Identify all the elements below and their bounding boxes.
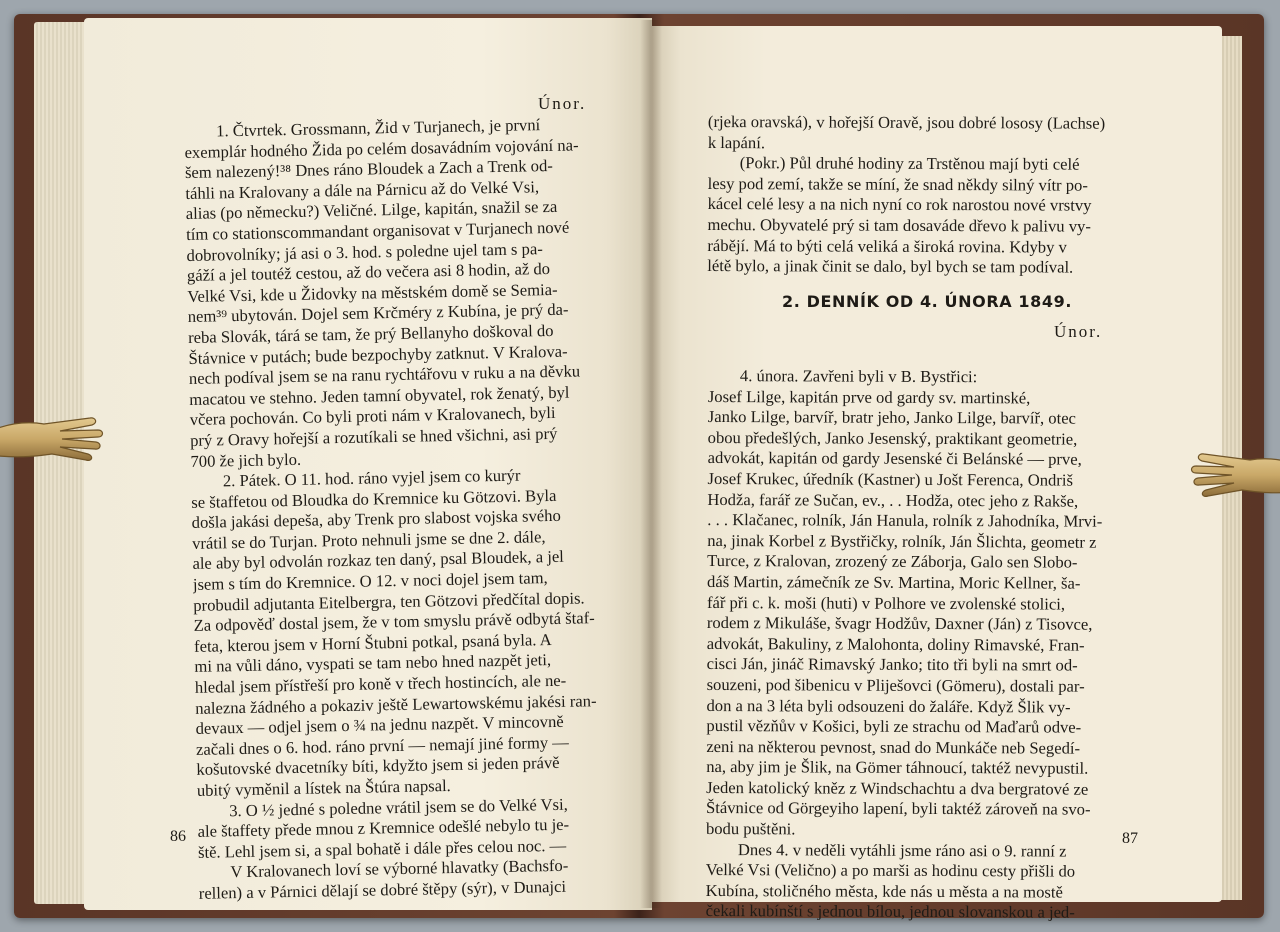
text-line: advokát, Bakuliny, z Malohonta, doliny Rimavské, Fran-	[706, 633, 1085, 655]
right-page-number: 87	[1122, 830, 1138, 847]
text-line: Štávnice od Görgeyiho lapení, byli taktéž zároveň na svo-	[706, 798, 1091, 820]
text-line: k lapání.	[707, 132, 766, 152]
left-page	[84, 18, 652, 910]
text-line: mi na vůli dáno, vyspati se tam nebo hned nazpět jeti,	[194, 650, 552, 677]
text-line: nalezna žádného a pokaziv ještě Lewartowskému jakési ran-	[195, 690, 597, 718]
text-line: rábějí. Má to býti celá veliká a široká rovina. Kdyby v	[707, 235, 1067, 257]
text-line: Jeden katolický kněz z Windschachtu a dva bergratové ze	[706, 777, 1089, 799]
text-line: na, aby jim je Šlik, na Gömer táhnoucí, taktéž nevypustil.	[706, 757, 1089, 778]
text-line: . . . Klačanec, rolník, Ján Hanula, rolník z Jahodníka, Mrvi-	[707, 510, 1103, 531]
brass-hand-right-icon	[1186, 440, 1280, 510]
text-line: Turce, z Kralovan, zrozený ze Záborja, Galo sen Slobo-	[707, 551, 1078, 572]
text-line: košutovské dvacetníky bíti, kdyžto jsem si jeden právě	[196, 753, 560, 780]
text-line: včera pochován. Co byli proti nám v Kralovanech, byli	[189, 403, 556, 430]
text-line: Josef Krukec, úředník (Kastner) u Jošt Ferenca, Ondriš	[707, 468, 1073, 490]
text-line: Velké Vsi (Velično) a po marši as hodinu cesty přišli do	[705, 860, 1076, 881]
text-line: Kubína, stoličného města, kde nás u města a na mostě	[705, 880, 1063, 902]
text-line: 2. Pátek. O 11. hod. ráno vyjel jsem co kurýr	[222, 465, 521, 491]
text-line: (rjeka oravská), v hořejší Oravě, jsou dobré lososy (Lachse)	[707, 112, 1106, 133]
text-line: jsem s tím do Kremnice. O 12. v noci dojel jsem tam,	[192, 568, 548, 594]
text-line: Josef Lilge, kapitán prve od gardy sv. martinské,	[707, 386, 1031, 408]
text-line: 700 že jich bylo.	[190, 449, 302, 471]
text-line: obou předešlých, Janko Jesenský, praktikant geometrie,	[707, 427, 1078, 449]
text-line: nech podíval jsem se na ranu rychtářovu v ruku a na děvku	[188, 361, 581, 389]
text-line: dobrovolníky; já asi o 3. hod. s poledne ujel tam s pa-	[186, 238, 543, 265]
text-line: začali dnes o 6. hod. ráno první — nemají jiné formy —	[195, 732, 569, 759]
text-line: 1. Čtvrtek. Grossmann, Žid v Turjanech, je první	[215, 115, 541, 141]
text-line: ale štaffety přede mnou z Kremnice odešlé nebylo tu je-	[197, 814, 570, 842]
text-line: rodem z Mikuláše, švagr Hodžův, Daxner (Ján) z Tisovce,	[706, 613, 1093, 634]
text-line: došla jakási depeša, aby Trenk pro slabost vojska svého	[191, 506, 561, 533]
text-line: devaux — odjel jsem o ¾ na jednu nazpět. V mincovně	[195, 712, 564, 739]
text-line: Janko Lilge, barvíř, bratr jeho, Janko Lilge, barvíř, otec	[707, 407, 1076, 428]
text-line: don a na 3 léta byli odsouzeni do žaláře. Když Šlik vy-	[706, 695, 1071, 717]
left-page-number: 86	[170, 828, 186, 845]
text-line: probudil adjutanta Eitelbergra, ten Götzovi předčítal dopis.	[193, 588, 585, 615]
text-line: (Pokr.) Půl druhé hodiny za Trstěnou mají byti celé	[739, 153, 1080, 174]
text-line: hledal jsem přístřeší pro koně v třech hostincích, ale ne-	[194, 670, 567, 697]
text-line: Štávnice v putách; bude bezpochyby zatknut. V Kralova-	[188, 341, 568, 368]
text-line: ště. Lehl jsem si, a spal bohatě i dále přes celou noc. —	[197, 835, 567, 862]
text-line: V Kralovanech loví se výborné hlavatky (Bachsfo-	[230, 856, 569, 882]
text-line: 4. února. Zavřeni byli v B. Bystřici:	[739, 366, 978, 387]
text-line: na, jinak Korbel z Bystřičky, rolník, Ján Šlichta, geometr z	[707, 530, 1097, 552]
text-line: vrátil se do Turjan. Proto nehnuli jsme se dne 2. dále,	[191, 527, 546, 553]
text-line: létě bylo, a jinak činit se dalo, byl bych se tam podíval.	[707, 256, 1074, 277]
text-line: nem³⁹ ubytován. Dojel sem Krčméry z Kubína, je prý da-	[187, 299, 569, 327]
text-line: rellen) a v Párnici dělají se dobré štěpy (sýr), v Dunajci	[198, 876, 567, 903]
text-line: Za odpověď dostal jsem, že v tom smyslu právě odbytá štaf-	[193, 608, 595, 636]
text-line: čekali kubínští s jednou bílou, jednou slovanskou a jed-	[705, 901, 1075, 923]
text-line: tím co stationscommandant organisovat v Turjanech nové	[185, 217, 570, 244]
text-line: kácel celé lesy a na nich nyní co rok narostou nové vrstvy	[707, 194, 1092, 216]
text-line: prý z Oravy hořejší a rozutíkali se hned všichni, asi prý	[189, 423, 558, 450]
text-line: ubitý vyměnil a lístek na Štúra napsal.	[196, 776, 451, 800]
text-line: advokát, kapitán od gardy Jesenské či Belánské — prve,	[707, 448, 1082, 470]
right-page-text-top	[707, 112, 1172, 279]
right-page	[652, 26, 1222, 923]
text-line: macatou ve stehno. Jeden tamní obyvatel, rok ženatý, byl	[189, 382, 570, 409]
brass-hand-left-icon	[0, 404, 108, 474]
left-page-month-header: Únor.	[538, 94, 587, 113]
text-line: souzeni, pod šibenicu v Pliješovci (Gömeru), dostali par-	[706, 674, 1085, 696]
text-line: Velké Vsi, kde u Židovky na městském domě se Semia-	[187, 279, 558, 306]
text-line: reba Slovák, tárá se tam, že prý Bellanyho doškoval do	[187, 320, 554, 347]
text-line: alias (po německu?) Veličné. Lilge, kapitán, snažil se za	[185, 197, 558, 224]
text-line: se štaffetou od Bloudka do Kremnice ku Götzovi. Byla	[191, 485, 557, 512]
text-line: táhli na Kralovany a dále na Párnicu až do Velké Vsi,	[185, 176, 540, 203]
text-line: lesy pod zemí, takže se míní, že snad někdy silný vítr po-	[707, 173, 1088, 195]
text-line: mechu. Obyvatelé prý si tam dosaváde dřevo k palivu vy-	[707, 214, 1091, 236]
text-line: Hodža, farář ze Sučan, ev., . . Hodža, otec jeho z Rakše,	[707, 489, 1079, 511]
text-line: cisci Ján, jináč Rimavský Janko; tito tři byli na smrt od-	[706, 654, 1078, 675]
text-line: dáš Martin, zámečník ze Sv. Martina, Moric Kellner, ša-	[707, 571, 1081, 593]
book-gutter	[640, 20, 662, 908]
text-line: ale aby byl odvolán rozkaz ten daný, psal Bloudek, a jel	[192, 547, 565, 574]
section-title: 2. DENNÍK OD 4. ÚNORA 1849.	[782, 292, 1072, 311]
text-line: feta, kterou jsem v Horní Štubni potkal, psaná byla. A	[193, 629, 552, 656]
text-line: 3. O ½ jedné s poledne vrátil jsem se do Velké Vsi,	[229, 794, 568, 820]
text-line: Dnes 4. v neděli vytáhli jsme ráno asi o 9. ranní z	[737, 839, 1067, 861]
text-line: exemplár hodného Žida po celém dosavádním vojování na-	[184, 135, 579, 162]
text-line: fář při c. k. moši (huti) v Polhore ve zvolenské stolici,	[706, 592, 1066, 614]
text-line: bodu puštěni.	[705, 819, 796, 839]
text-line: šem nalezený!³⁸ Dnes ráno Bloudek a Zach a Trenk od-	[184, 156, 553, 183]
text-line: zeni na některou pevnost, snad do Munkáče neb Segedí-	[706, 736, 1081, 758]
text-line: gáží a jel toutéž cestou, až do večera asi 8 hodin, až do	[186, 259, 551, 286]
text-line: pustil vězňův v Košici, byli ze strachu od Maďarů odve-	[706, 716, 1082, 737]
right-page-text-bottom	[706, 366, 1172, 924]
right-page-month-header: Únor.	[1054, 322, 1103, 341]
